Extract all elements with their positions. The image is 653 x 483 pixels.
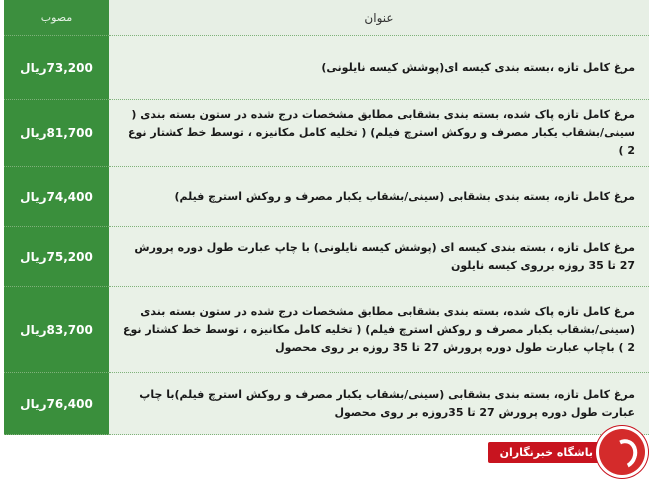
brand-label: باشگاه خبرنگاران: [488, 442, 609, 463]
row-description: مرغ کامل تازه پاک شده، بسته بندی بشقابی مطابق مشخصات درج شده در ستون بسته بندی ( سینی/بشقاب یکبار مصرف و روکش استرچ فیلم) ( تخلیه کامل مکانیزه ، توسط خط کشتار نوع 2 ): [109, 100, 649, 167]
row-price: 74,400ریال: [4, 167, 109, 227]
logo-icon: [599, 429, 645, 475]
row-price: 81,700ریال: [4, 100, 109, 167]
table-row: [4, 287, 649, 373]
brand-logo: [488, 429, 645, 475]
row-price: 75,200ریال: [4, 227, 109, 287]
row-price: 73,200ریال: [4, 36, 109, 100]
table-row: [4, 36, 649, 100]
table-row: [4, 373, 649, 435]
header-title: عنوان: [109, 0, 649, 36]
row-price: 76,400ریال: [4, 373, 109, 435]
row-description: مرغ کامل تازه ،بسته بندی کیسه ای(پوشش کیسه نایلونی): [109, 36, 649, 100]
row-description: مرغ کامل تازه ، بسته بندی کیسه ای (پوشش کیسه نایلونی) با چاپ عبارت طول دوره پرورش 27 تا 35 روزه برروی کیسه نایلون: [109, 227, 649, 287]
table-row: [4, 167, 649, 227]
row-description: مرغ کامل تازه، بسته بندی بشقابی (سینی/بشقاب یکبار مصرف و روکش استرچ فیلم)با چاپ عبارت طول دوره پرورش 27 تا 35روزه بر روی محصول: [109, 373, 649, 435]
header-price: مصوب: [4, 0, 109, 36]
price-table: [4, 0, 649, 435]
row-price: 83,700ریال: [4, 287, 109, 373]
row-description: مرغ کامل تازه پاک شده، بسته بندی بشقابی مطابق مشخصات درج شده در ستون بسته بندی (سینی/بشقاب یکبار مصرف و روکش استرچ فیلم) ( تخلیه کامل مکانیزه ، توسط خط کشتار نوع 2 ) باچاپ عبارت طول دوره پرورش 27 تا 35 روزه بر روی محصول: [109, 287, 649, 373]
table-row: [4, 227, 649, 287]
table-row: [4, 100, 649, 167]
table-header-row: [4, 0, 649, 36]
row-description: مرغ کامل تازه، بسته بندی بشقابی (سینی/بشقاب یکبار مصرف و روکش استرچ فیلم): [109, 167, 649, 227]
